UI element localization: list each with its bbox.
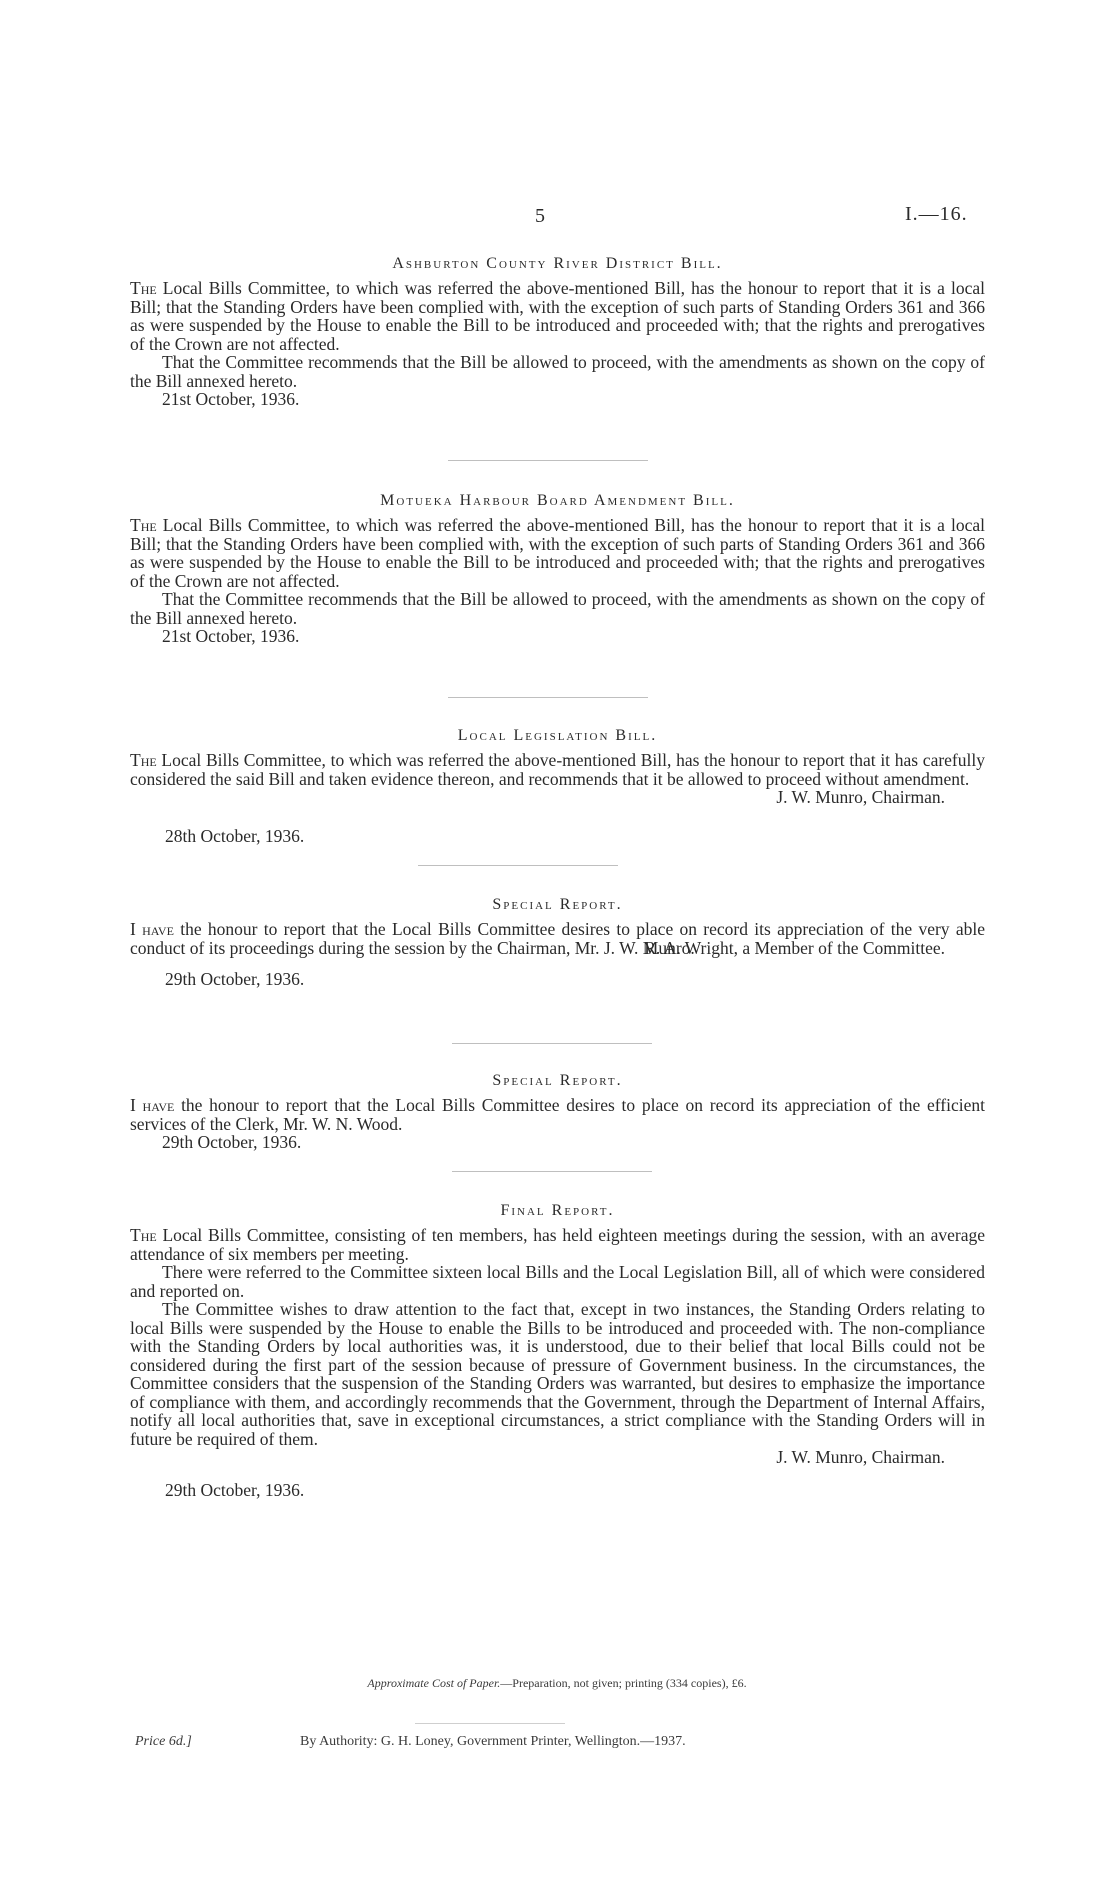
section-title: Final Report. bbox=[500, 1202, 615, 1219]
paragraph-lead: The bbox=[130, 278, 157, 298]
paragraph-lead: I have bbox=[130, 1095, 175, 1115]
member-signature: R. A. Wright, a Member of the Committee. bbox=[644, 938, 945, 958]
price-label: Price 6d.] bbox=[135, 1734, 192, 1749]
paragraph-body: Local Bills Committee, to which was referred the above-mentioned Bill, has the honour to report that it is a local Bill; that the Standing Orders have been complied with, with the exception of such parts of Standing Orders 361 and 366 as were suspended by the House to enable the Bill to be introduced and proceeded with; that the rights and prerogatives of the Crown are not affected. bbox=[130, 278, 985, 354]
section-final-report bbox=[130, 1202, 985, 1500]
footer-rule bbox=[415, 1723, 565, 1724]
section-paragraph: That the Committee recommends that the Bill be allowed to proceed, with the amendments as shown on the copy of the Bill annexed hereto. bbox=[130, 589, 985, 628]
section-date: 28th October, 1936. bbox=[165, 826, 305, 846]
section-date: 21st October, 1936. bbox=[162, 389, 300, 409]
paragraph-lead: I have bbox=[130, 919, 174, 939]
section-title: Local Legislation Bill. bbox=[457, 727, 658, 744]
section-paragraph bbox=[130, 751, 985, 788]
page-number: 5 bbox=[535, 205, 545, 227]
section-special-report-clerk bbox=[130, 1072, 985, 1152]
divider-rule bbox=[448, 460, 648, 461]
section-date: 29th October, 1936. bbox=[165, 1480, 305, 1500]
section-paragraph bbox=[130, 279, 985, 353]
divider-rule bbox=[452, 1171, 652, 1172]
paragraph-body: Local Bills Committee, to which was referred the above-mentioned Bill, has the honour to report that it has carefully considered the said Bill and taken evidence thereon, and recommends that it be allowed to proceed without amendment. bbox=[130, 750, 985, 789]
chairman-signature: J. W. Munro, Chairman. bbox=[776, 1447, 945, 1467]
authority-imprint: By Authority: G. H. Loney, Government Printer, Wellington.—1937. bbox=[300, 1734, 686, 1749]
section-paragraph: There were referred to the Committee sixteen local Bills and the Local Legislation Bill, all of which were considered and reported on. bbox=[130, 1262, 985, 1301]
chairman-signature: J. W. Munro, Chairman. bbox=[776, 787, 945, 807]
section-paragraph bbox=[130, 516, 985, 590]
paragraph-body: Local Bills Committee, consisting of ten members, has held eighteen meetings during the session, with an average attendance of six members per meeting. bbox=[130, 1225, 985, 1264]
section-title: Ashburton County River District Bill. bbox=[392, 255, 723, 272]
page-reference: I.—16. bbox=[905, 203, 968, 225]
paragraph-lead: The bbox=[130, 1225, 157, 1245]
cost-text: —Preparation, not given; printing (334 copies), £6. bbox=[500, 1676, 747, 1690]
section-paragraph bbox=[130, 1096, 985, 1133]
paragraph-lead: The bbox=[130, 515, 157, 535]
section-paragraph bbox=[130, 1226, 985, 1263]
section-paragraph: That the Committee recommends that the Bill be allowed to proceed, with the amendments as shown on the copy of the Bill annexed hereto. bbox=[130, 352, 985, 391]
section-local-legislation bbox=[130, 727, 985, 846]
section-motueka bbox=[130, 492, 985, 646]
cost-label: Approximate Cost of Paper. bbox=[367, 1676, 501, 1690]
section-ashburton bbox=[130, 255, 985, 409]
section-date: 21st October, 1936. bbox=[162, 626, 300, 646]
paragraph-body: the honour to report that the Local Bills Committee desires to place on record its appreciation of the very able conduct of its proceedings during the session by the Chairman, Mr. J. W. Munro. bbox=[130, 919, 985, 958]
section-date: 29th October, 1936. bbox=[162, 1132, 302, 1152]
cost-note bbox=[0, 1676, 1114, 1691]
section-date: 29th October, 1936. bbox=[165, 969, 305, 989]
paragraph-body: the honour to report that the Local Bills Committee desires to place on record its appreciation of the efficient services of the Clerk, Mr. W. N. Wood. bbox=[130, 1095, 985, 1134]
section-title: Special Report. bbox=[492, 1072, 623, 1089]
section-title: Motueka Harbour Board Amendment Bill. bbox=[380, 492, 735, 509]
section-title: Special Report. bbox=[492, 896, 623, 913]
divider-rule bbox=[452, 1043, 652, 1044]
paragraph-body: Local Bills Committee, to which was referred the above-mentioned Bill, has the honour to report that it is a local Bill; that the Standing Orders have been complied with, with the exception of such parts of Standing Orders 361 and 366 as were suspended by the House to enable the Bill to be introduced and proceeded with; that the rights and prerogatives of the Crown are not affected. bbox=[130, 515, 985, 591]
divider-rule bbox=[418, 865, 618, 866]
paragraph-lead: The bbox=[130, 750, 157, 770]
section-special-report-chairman bbox=[130, 896, 985, 989]
divider-rule bbox=[448, 697, 648, 698]
section-paragraph: The Committee wishes to draw attention to the fact that, except in two instances, the Standing Orders relating to local Bills were suspended by the House to enable the Bills to be introduced and proceeded with. The non-compliance with the Standing Orders by local authorities was, it is understood, due to their belief that local Bills could not be considered during the first part of the session because of pressure of Government business. In the circumstances, the Committee considers that the suspension of the Standing Orders was warranted, but desires to emphasize the importance of compliance with them, and accordingly recommends that the Government, through the Department of Internal Affairs, notify all local authorities that, save in exceptional circumstances, a strict compliance with the Standing Orders will in future be required of them. bbox=[130, 1299, 985, 1449]
